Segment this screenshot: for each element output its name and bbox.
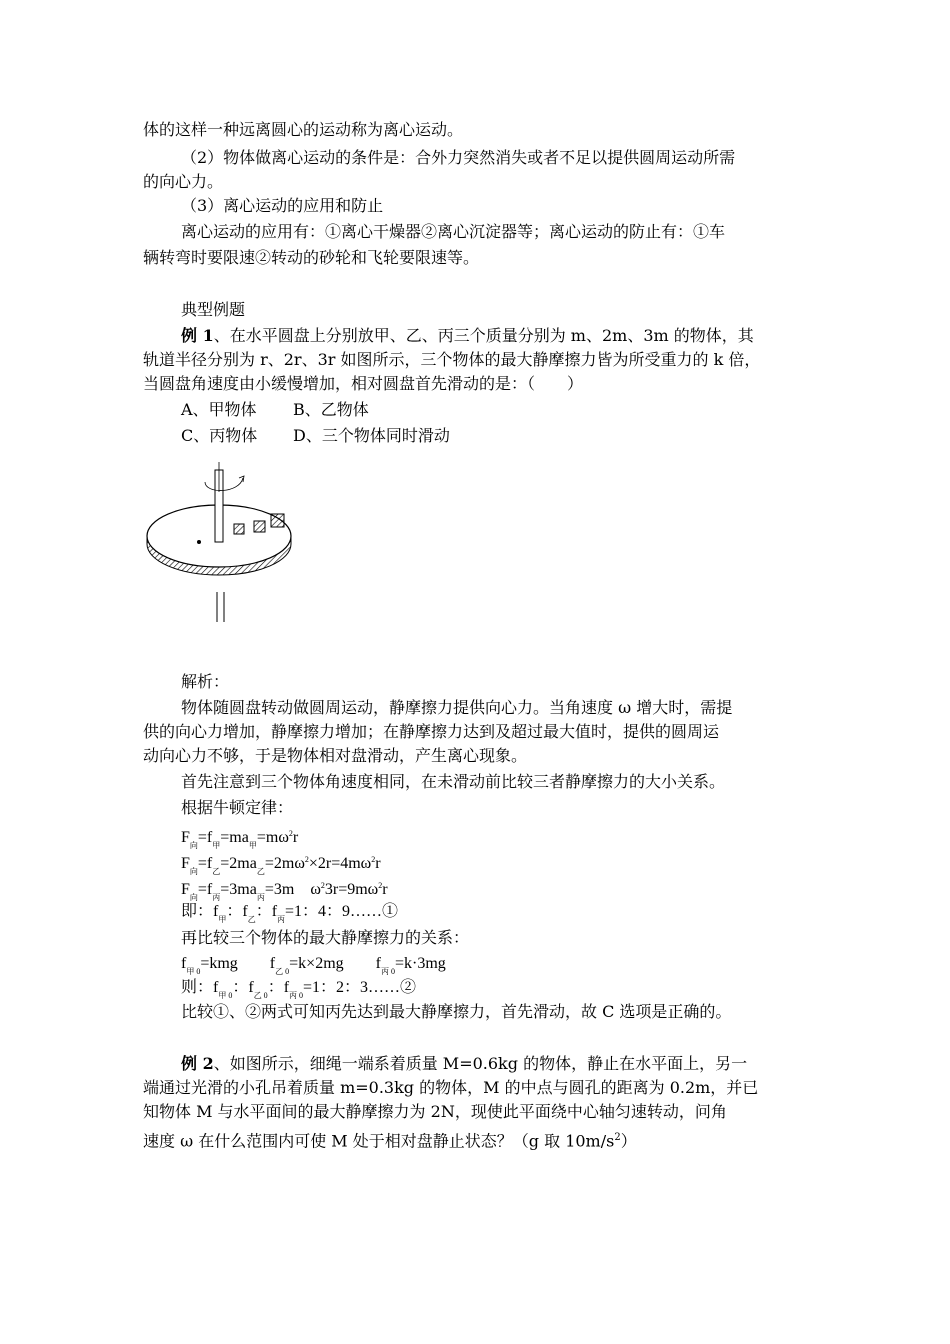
solution-line: 根据牛顿定律： <box>181 798 294 817</box>
equation-6: 则：$f_{甲 0}$：$f_{乙 0}$：$f_{丙 0}=1$：2：3……② <box>181 979 417 1000</box>
section-heading: 典型例题 <box>181 300 246 319</box>
example-2-line: 速度 ω 在什么范围内可使 M 处于相对盘静止状态？（g 取 $10m/s^2$） <box>143 1131 637 1151</box>
example-1-line: 轨道半径分别为 r、2r、3r 如图所示，三个物体的最大静摩擦力皆为所受重力的 k 倍， <box>143 350 761 369</box>
paragraph-line: 的向心力。 <box>143 172 224 191</box>
option-d: D、三个物体同时滑动 <box>293 426 450 445</box>
solution-heading: 解析： <box>181 672 230 691</box>
example-1-text: 、在水平圆盘上分别放甲、乙、丙三个质量分别为 m、2m、3m 的物体，其 <box>213 326 754 345</box>
example-2-label: 例 2 <box>181 1054 214 1073</box>
equation-5: $f_{甲 0}=kmg$ $f_{乙 0}=k\times 2mg$ $f_{丙 0}=k\cdot 3mg$ <box>181 955 446 976</box>
rotating-disc-figure <box>143 462 303 626</box>
solution-line: 再比较三个物体的最大静摩擦力的关系： <box>181 928 470 947</box>
paragraph-line: 辆转弯时要限速②转动的砂轮和飞轮要限速等。 <box>143 248 480 267</box>
paragraph-line: （3）离心运动的应用和防止 <box>181 196 384 215</box>
paragraph-line: （2）物体做离心运动的条件是：合外力突然消失或者不足以提供圆周运动所需 <box>181 148 736 167</box>
equation-3: $F_向=f_丙=3ma_丙=3m$ $\omega^23r=9m\omega^2r$ <box>181 881 388 902</box>
equation-2: $F_向=f_乙=2ma_乙=2m\omega^2\times 2r=4m\omega^2r$ <box>181 855 381 876</box>
example-2-line: 端通过光滑的小孔吊着质量 m=0.3kg 的物体，M 的中点与圆孔的距离为 0.2m，并已 <box>143 1078 759 1097</box>
example-2-line <box>181 1052 747 1076</box>
solution-line: 动向心力不够，于是物体相对盘滑动，产生离心现象。 <box>143 746 528 765</box>
solution-line: 物体随圆盘转动做圆周运动，静摩擦力提供向心力。当角速度 ω 增大时，需提 <box>181 698 733 717</box>
option-a: A、甲物体 <box>181 400 257 419</box>
paragraph-line: 离心运动的应用有：①离心干燥器②离心沉淀器等；离心运动的防止有：①车 <box>181 222 726 241</box>
example-1-line <box>181 324 754 348</box>
example-1-label: 例 1 <box>181 326 214 345</box>
option-b: B、乙物体 <box>293 400 369 419</box>
example-2-text: 、如图所示，细绳一端系着质量 M=0.6kg 的物体，静止在水平面上，另一 <box>213 1054 748 1073</box>
equation-1: $F_向=f_甲=ma_甲=m\omega^2r$ <box>181 829 299 850</box>
solution-line: 首先注意到三个物体角速度相同，在未滑动前比较三者静摩擦力的大小关系。 <box>181 772 726 791</box>
option-c: C、丙物体 <box>181 426 258 445</box>
equation-4: 即：$f_甲$：$f_乙$：$f_丙=1$：4：9……① <box>181 903 399 924</box>
example-2-line: 知物体 M 与水平面间的最大静摩擦力为 2N，现使此平面绕中心轴匀速转动，问角 <box>143 1102 727 1121</box>
solution-conclusion: 比较①、②两式可知丙先达到最大静摩擦力，首先滑动，故 C 选项是正确的。 <box>181 1002 732 1021</box>
example-1-line: 当圆盘角速度由小缓慢增加，相对圆盘首先滑动的是：（ ） <box>143 374 584 393</box>
paragraph-line: 体的这样一种远离圆心的运动称为离心运动。 <box>143 120 464 139</box>
solution-line: 供的向心力增加，静摩擦力增加；在静摩擦力达到及超过最大值时，提供的圆周运 <box>143 722 720 741</box>
